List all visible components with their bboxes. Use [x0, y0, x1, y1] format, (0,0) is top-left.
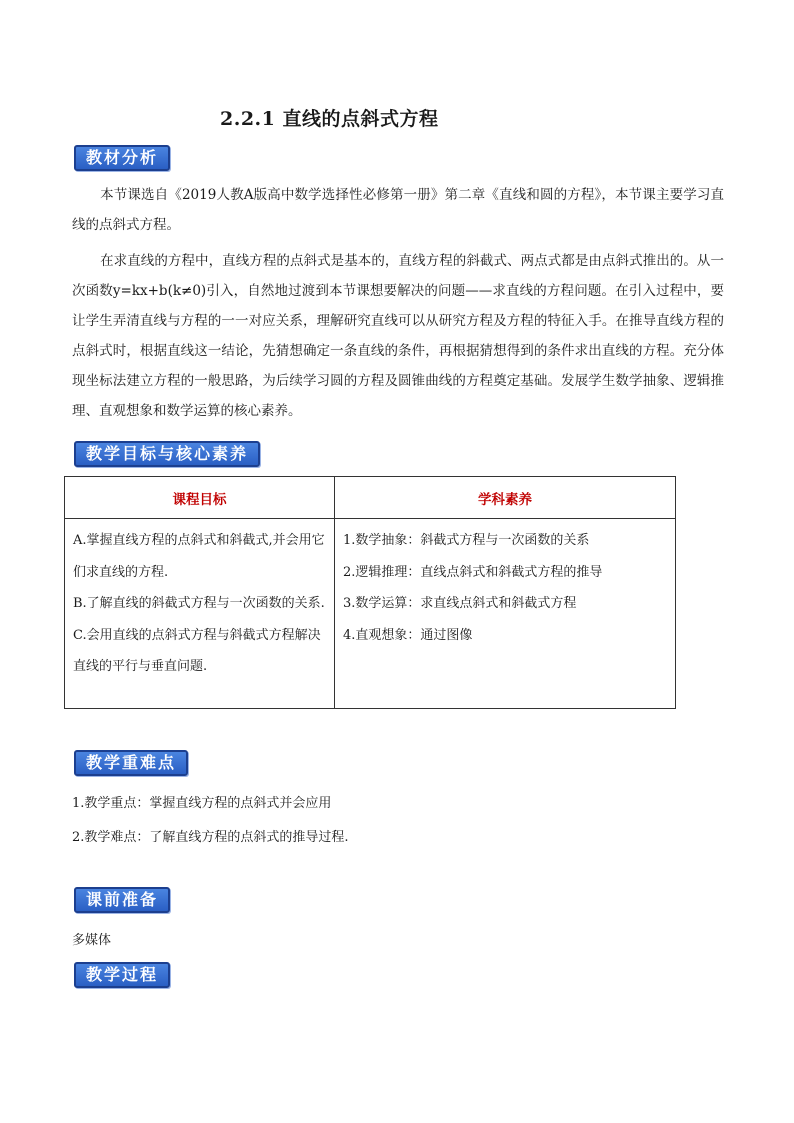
key-point-difficulty: 2.教学难点：了解直线方程的点斜式的推导过程.: [72, 830, 349, 845]
analysis-paragraph-2: [72, 246, 724, 426]
preparation-text: 多媒体: [72, 933, 112, 948]
competency-item: 3.数学运算：求直线点斜式和斜截式方程: [343, 596, 577, 611]
goals-header-competency: 学科素养: [335, 477, 676, 519]
goals-table: [64, 476, 676, 709]
section-badge-preparation: 课前准备: [74, 887, 170, 913]
section-badge-analysis: 教材分析: [74, 145, 170, 171]
section-badge-key-points: 教学重难点: [74, 750, 188, 776]
competency-item: 1.数学抽象：斜截式方程与一次函数的关系: [343, 533, 590, 548]
analysis-paragraph-1: [72, 180, 724, 240]
analysis-paragraph-1-text: 本节课选自《2019人教A版高中数学选择性必修第一册》第二章《直线和圆的方程》，本节课主要学习直线的点斜式方程。: [72, 187, 724, 233]
page-title: 2.2.1 直线的点斜式方程: [220, 108, 439, 130]
analysis-paragraph-2-text: 在求直线的方程中，直线方程的点斜式是基本的，直线方程的斜截式、两点式都是由点斜式推出的。从一次函数y=kx+b(k≠0)引入，自然地过渡到本节课想要解决的问题——求直线的方程问题。在引入过程中，要让学生弄清直线与方程的一一对应关系，理解研究直线可以从研究方程及方程的特征入手。在推导直线方程的点斜式时，根据直线这一结论，先猜想确定一条直线的条件，再根据猜想得到的条件求出直线的方程。充分体现坐标法建立方程的一般思路，为后续学习圆的方程及圆锥曲线的方程奠定基础。发展学生数学抽象、逻辑推理、直观想象和数学运算的核心素养。: [72, 253, 724, 419]
goals-header-course: 课程目标: [65, 477, 335, 519]
section-badge-goals: 教学目标与核心素养: [74, 441, 260, 467]
objective-item: A.掌握直线方程的点斜式和斜截式,并会用它们求直线的方程.: [73, 533, 325, 580]
objective-item: B.了解直线的斜截式方程与一次函数的关系.: [73, 596, 325, 611]
competency-item: 2.逻辑推理：直线点斜式和斜截式方程的推导: [343, 564, 603, 580]
competencies-cell: [335, 519, 676, 709]
key-point-focus: 1.教学重点：掌握直线方程的点斜式并会应用: [72, 796, 332, 811]
goals-table-body-row: [65, 519, 676, 709]
section-badge-process: 教学过程: [74, 962, 170, 988]
competency-item: 4.直观想象：通过图像: [343, 627, 473, 643]
objectives-cell: [65, 519, 335, 709]
goals-table-header-row: [65, 477, 676, 519]
objective-item: C.会用直线的点斜式方程与斜截式方程解决直线的平行与垂直问题.: [73, 627, 321, 674]
